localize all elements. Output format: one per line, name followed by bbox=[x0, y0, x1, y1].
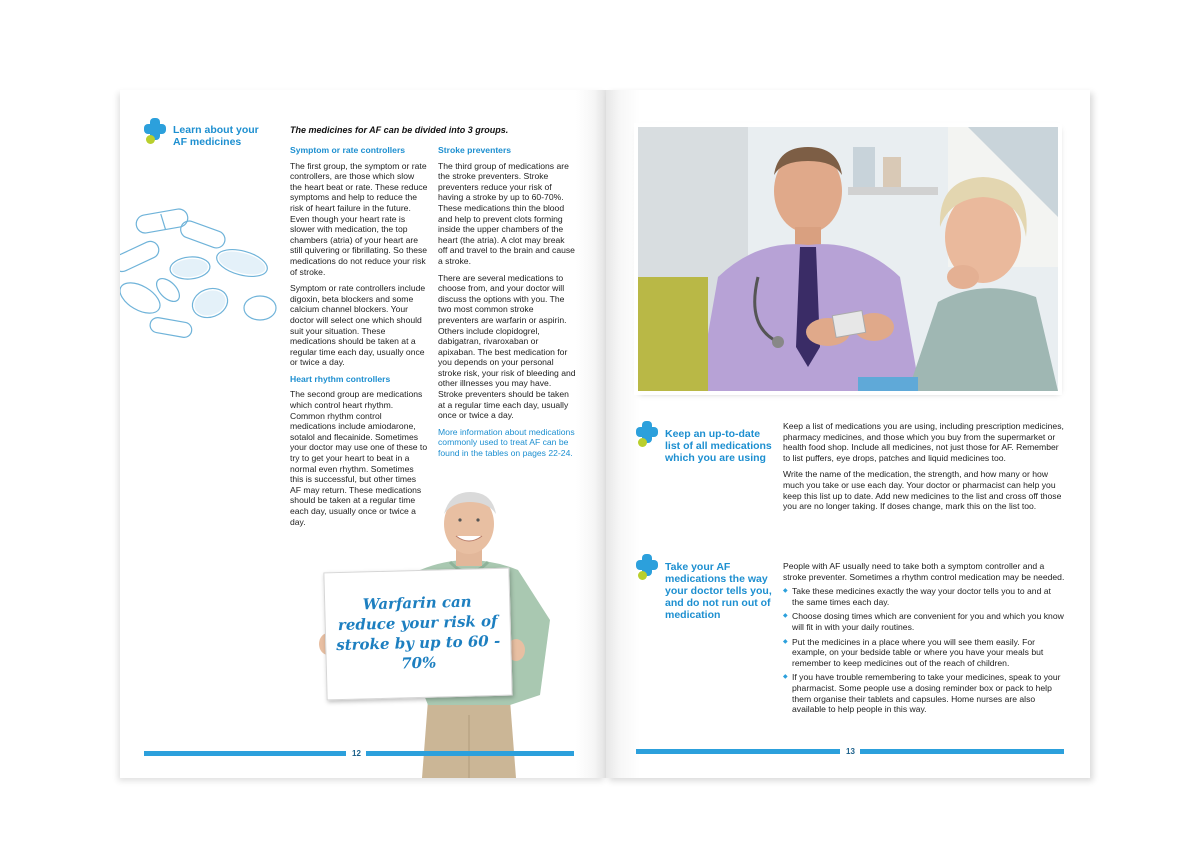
column-left bbox=[290, 145, 428, 533]
footer-rule-left bbox=[144, 751, 346, 756]
pills-illustration bbox=[120, 208, 280, 353]
tips-list bbox=[783, 586, 1065, 715]
more-info-note: More information about medications commonly used to treat AF can be found in the tables on pages 22-24. bbox=[438, 426, 575, 459]
page-number: 13 bbox=[846, 747, 855, 756]
paragraph: The second group are medications which control heart rhythm. Common rhythm control medications include amiodarone, sotalol and flecainide. Sometimes your doctor may use one of these to try to get your heart to beat in a normal even rhythm. Sometimes this is successful, but other times AF may return. These medications should be taken at a regular time each day, usually once or twice a day. bbox=[290, 389, 428, 527]
intro-text: The medicines for AF can be divided into 3 groups. bbox=[290, 125, 509, 135]
paragraph: The third group of medications are the stroke preventers. Stroke preventers reduce your risk of having a stroke by up to 60-70%. These medications thin the blood and help to prevent clots forming inside the upper chambers of the heart (the atria). A clot may break off and travel to the brain and cause a stroke. bbox=[438, 160, 575, 266]
list-item: ◆ Put the medicines in a place where you will see them easily. For example, on your bedside table or where you have your meals but remember to keep medicines out of the reach of children. bbox=[783, 637, 1065, 669]
section-title-learn: Learn about your AF medicines bbox=[173, 124, 259, 148]
list-item: ◆ If you have trouble remembering to take your medicines, speak to your pharmacist. Some people use a dosing reminder box or pack to help them organise their tablets and capsules. Home nurses are also available to help people in this way. bbox=[783, 672, 1065, 714]
page-number: 12 bbox=[352, 749, 361, 758]
section-title-keep-list: Keep an up-to-date list of all medications which you are using bbox=[665, 428, 772, 464]
list-item: ◆ Take these medicines exactly the way your doctor tells you to and at the same times each day. bbox=[783, 586, 1065, 607]
paragraph: Keep a list of medications you are using, including prescription medicines, pharmacy medicines, and those which you buy from the supermarket or health food shop. Include all medicines, not just those for AF. Remember to list puffers, eye drops, patches and liquid medicines too. bbox=[783, 421, 1064, 463]
paragraph: People with AF usually need to take both a symptom controller and a stroke preventer. Sometimes a rhythm control medication may be needed. bbox=[783, 561, 1065, 582]
paragraph: Symptom or rate controllers include digoxin, beta blockers and some calcium channel blockers. Your doctor will select one which should suit your situation. These medications should be taken at a regular time each day, usually once or twice a day. bbox=[290, 283, 426, 368]
paragraph: Write the name of the medication, the strength, and how many or how much you take or use each day. Your doctor or pharmacist can help you keep this list up to date. Add new medicines to the list and cross off those you are no longer taking. If doses change, mark this on the list too. bbox=[783, 469, 1062, 512]
subheading-rhythm-controllers: Heart rhythm controllers bbox=[290, 373, 391, 384]
paragraph: The first group, the symptom or rate controllers, are those which slow the heart beat or rate. These reduce symptoms and help to reduce the risk of heart failure in the future. Even though your heart rate is slower with medication, the top chambers (atria) of your heart are still quivering or fibrillating. So these medications do not reduce your risk of stroke. bbox=[290, 160, 428, 277]
section-keep-list-body bbox=[783, 421, 1065, 518]
sign-text: Warfarin can reduce your risk of stroke by up to 60 - 70% bbox=[336, 592, 501, 673]
section-title-take-medications: Take your AF medications the way your doctor tells you, and do not run out of medication bbox=[665, 561, 772, 621]
footer-rule-right bbox=[366, 751, 574, 756]
column-right bbox=[438, 145, 576, 465]
footer-rule-right bbox=[860, 749, 1064, 754]
subheading-rate-controllers: Symptom or rate controllers bbox=[290, 145, 406, 155]
footer-rule-left bbox=[636, 749, 840, 754]
list-item: ◆ Choose dosing times which are convenient for you and which you know will fit in with your daily routines. bbox=[783, 611, 1065, 632]
paragraph: There are several medications to choose from, and your doctor will discuss the options with you. The two most common stroke preventers are warfarin or aspirin. Others include clopidogrel, dabigatran, rivaroxaban or apixaban. The best medication for you depends on your personal stroke risk, your risk of bleeding and other illnesses you may have. Stroke preventers should be taken at a regular time each day, usually once or twice a day. bbox=[438, 272, 576, 421]
brand-logo-icon bbox=[636, 554, 658, 580]
left-page bbox=[120, 90, 606, 778]
subheading-stroke-preventers: Stroke preventers bbox=[438, 145, 512, 155]
right-page bbox=[606, 90, 1090, 778]
section-take-medications-body bbox=[783, 561, 1065, 719]
brand-logo-icon bbox=[144, 118, 166, 144]
brand-logo-icon bbox=[636, 421, 658, 447]
doctor-patient-photo bbox=[638, 127, 1058, 391]
warfarin-sign bbox=[323, 568, 512, 701]
